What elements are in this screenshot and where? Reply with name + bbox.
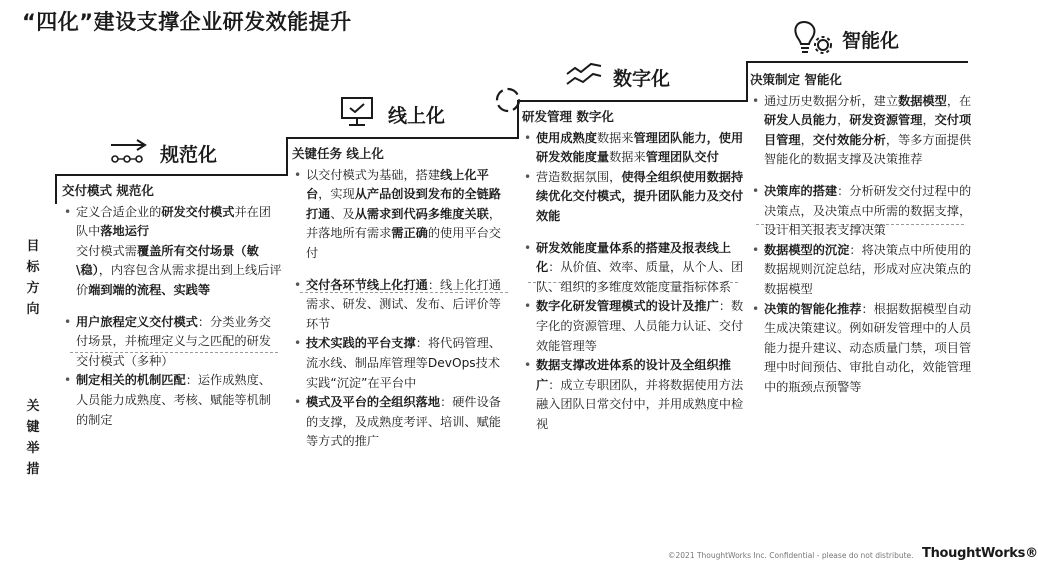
stage-column-online <box>292 144 512 452</box>
measures-list <box>750 182 972 398</box>
goal-item: • 通过历史数据分析，建立数据模型，在研发人员能力，研发资源管理，交付项目管理，交付效能分析，等多方面提供智能化的数据支撑及决策推荐 <box>750 92 972 170</box>
measures-item: • 决策库的搭建：分析研发交付过程中的决策点，及决策点中所需的数据支撑，设计相关报表支撑决策 <box>750 182 972 241</box>
stage-column-digital <box>522 107 744 435</box>
goal-list <box>292 166 512 264</box>
rotate-icon <box>493 85 523 115</box>
stage-title-intelligent: 智能化 <box>842 30 900 52</box>
stage-heading: 交付模式 规范化 <box>62 183 154 198</box>
lightbulb-gear-icon <box>792 18 834 56</box>
goal-list <box>62 203 282 301</box>
arrow-dots-icon <box>109 137 151 165</box>
side-label-goal: 目 标 方 向 <box>26 239 40 317</box>
stair-step-1 <box>55 174 287 176</box>
measures-item: • 交付各环节线上化打通：线上化打通需求、研发、测试、发布、后评价等环节 <box>292 276 512 335</box>
measures-item: • 数据支撑改进体系的设计及全组织推广：成立专职团队，并将数据使用方法融入团队日常交付中，并用成熟度中检视 <box>522 356 744 434</box>
stage-title-standardization: 规范化 <box>160 144 218 166</box>
stair-start <box>55 174 57 204</box>
measures-item: • 研发效能度量体系的搭建及报表线上化：从价值、效率、质量，从个人、团队、组织的多维度效能度量指标体系 <box>522 239 744 298</box>
measures-item: • 模式及平台的全组织落地：硬件设备的支撑，及成熟度考评、培训、赋能等方式的推广 <box>292 393 512 452</box>
stage-column-standardization <box>62 181 282 430</box>
stair-riser-1 <box>286 137 288 176</box>
measures-item: • 技术实践的平台支撑：将代码管理、流水线、制品库管理等DevOps技术实践“沉淀”在平台中 <box>292 334 512 393</box>
measures-list <box>62 313 282 431</box>
goal-item: • 以交付模式为基础，搭建线上化平台，实现从产品创设到发布的全链路打通、及从需求到代码多维度关联，并落地所有需求需正确的使用平台交付 <box>292 166 512 264</box>
goal-item: 交付模式需覆盖所有交付场景（敏\稳），内容包含从需求提出到上线后评价端到端的流程、实践等 <box>76 243 282 297</box>
goal-item: • 营造数据氛围，使得全组织使用数据持续优化交付模式，提升团队能力及交付效能 <box>522 168 744 227</box>
trend-lines-icon <box>565 60 605 90</box>
stair-step-3 <box>517 100 747 102</box>
measures-item: • 数字化研发管理模式的设计及推广：数字化的资源管理、人员能力认证、交付效能管理等 <box>522 297 744 356</box>
measures-list <box>292 276 512 452</box>
stage-heading: 关键任务 线上化 <box>292 146 384 161</box>
stage-column-intelligent <box>750 70 972 398</box>
stage-heading: 决策制定 智能化 <box>750 72 842 87</box>
measures-item: • 用户旅程定义交付模式：分类业务交付场景，并梳理定义与之匹配的研发交付模式（多种） <box>62 313 282 372</box>
stage-title-digital: 数字化 <box>613 68 671 90</box>
brand-logo: ThoughtWorks® <box>922 546 1038 561</box>
stair-step-2 <box>286 137 518 139</box>
measures-item: • 决策的智能化推荐：根据数据模型自动生成决策建议。例如研发管理中的人员能力提升建议、动态质量门禁，项目管理中时间预估、审批自动化，效能管理中的瓶颈点预警等 <box>750 300 972 398</box>
monitor-icon <box>340 96 374 128</box>
footer-copyright: ©2021 ThoughtWorks Inc. Confidential - please do not distribute. <box>668 551 914 560</box>
side-label-measures: 关 键 举 措 <box>26 399 40 477</box>
goal-list <box>522 129 744 227</box>
goal-list <box>750 92 972 170</box>
stage-title-online: 线上化 <box>388 105 446 127</box>
goal-item: • 使用成熟度数据来管理团队能力，使用研发效能度量数据来管理团队交付 <box>522 129 744 168</box>
goal-item: • 定义合适企业的研发交付模式并在团队中落地运行 <box>62 203 282 242</box>
measures-list <box>522 239 744 435</box>
stair-riser-3 <box>746 61 748 102</box>
stair-step-4 <box>746 61 968 63</box>
measures-item: • 制定相关的机制匹配：运作成熟度、人员能力成熟度、考核、赋能等机制的制定 <box>62 371 282 430</box>
measures-item: • 数据模型的沉淀：将决策点中所使用的数据规则沉淀总结，形成对应决策点的数据模型 <box>750 241 972 300</box>
page-title: “四化”建设支撑企业研发效能提升 <box>22 10 352 34</box>
stage-heading: 研发管理 数字化 <box>522 109 614 124</box>
